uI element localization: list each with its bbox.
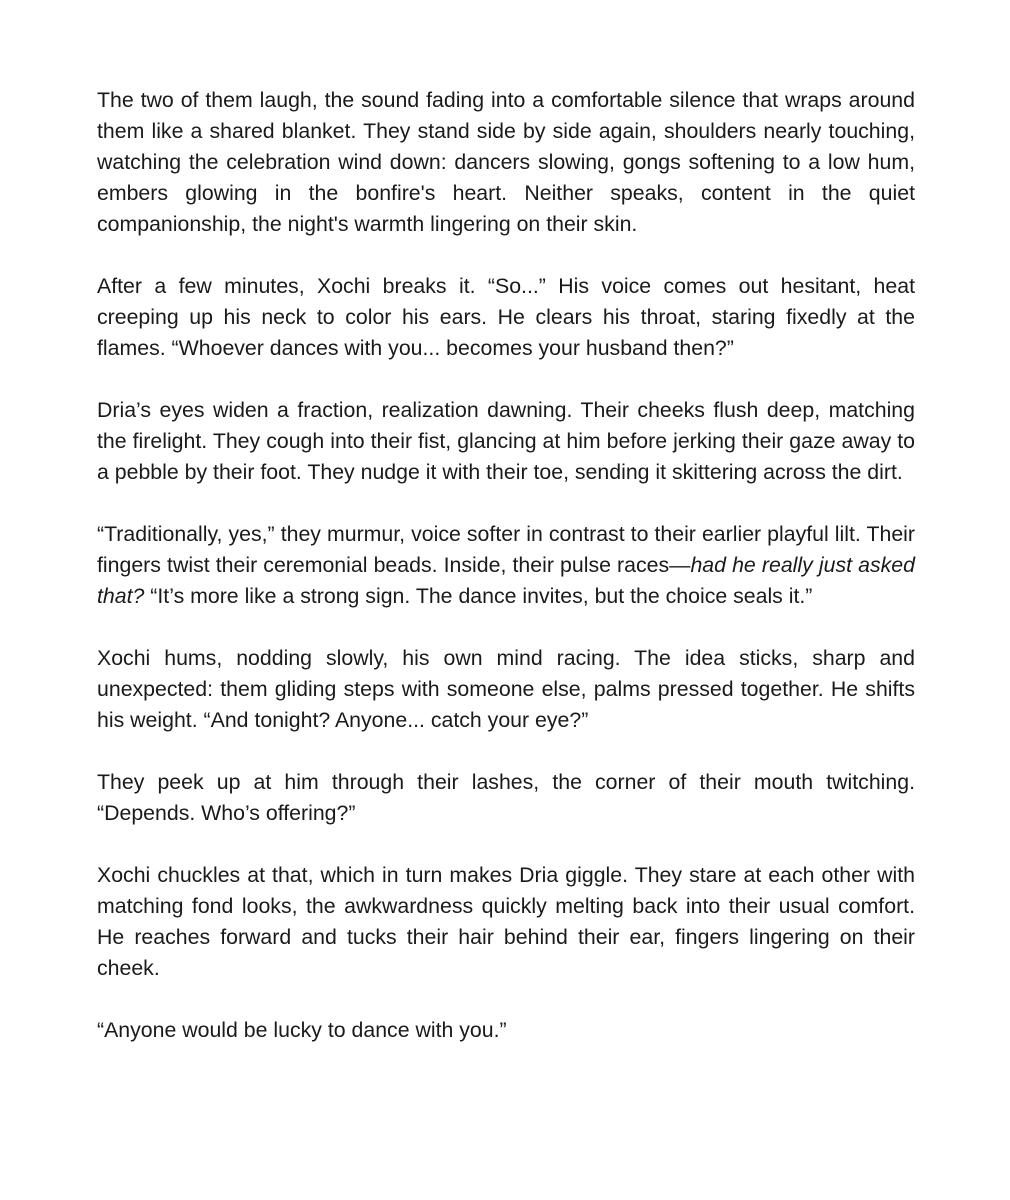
paragraph-4 (97, 519, 915, 612)
paragraph-4-text-before: “Traditionally, yes,” they murmur, voice softer in contrast to their earlier playful lilt. Their fingers twist their ceremonial beads. Inside, their pulse races— (97, 522, 915, 577)
paragraph-6: They peek up at him through their lashes, the corner of their mouth twitching. “Depends. Who’s offering?” (97, 770, 915, 825)
paragraph-1: The two of them laugh, the sound fading into a comfortable silence that wraps around them like a shared blanket. They stand side by side again, shoulders nearly touching, watching the celebration wind down: dancers slowing, gongs softening to a low hum, embers glowing in the bonfire's heart. Neither speaks, content in the quiet companionship, the night's warmth lingering on their skin. (97, 88, 915, 236)
document-body (97, 85, 915, 1046)
paragraph-4-text-after: “It’s more like a strong sign. The dance invites, but the choice seals it.” (144, 584, 813, 608)
paragraph-7: Xochi chuckles at that, which in turn makes Dria giggle. They stare at each other with matching fond looks, the awkwardness quickly melting back into their usual comfort. He reaches forward and tucks their hair behind their ear, fingers lingering on their cheek. (97, 863, 915, 980)
paragraph-3: Dria’s eyes widen a fraction, realization dawning. Their cheeks flush deep, matching the firelight. They cough into their fist, glancing at him before jerking their gaze away to a pebble by their foot. They nudge it with their toe, sending it skittering across the dirt. (97, 398, 915, 484)
paragraph-2: After a few minutes, Xochi breaks it. “So...” His voice comes out hesitant, heat creeping up his neck to color his ears. He clears his throat, staring fixedly at the flames. “Whoever dances with you... becomes your husband then?” (97, 274, 915, 360)
paragraph-5: Xochi hums, nodding slowly, his own mind racing. The idea sticks, sharp and unexpected: them gliding steps with someone else, palms pressed together. He shifts his weight. “And tonight? Anyone... catch your eye?” (97, 646, 915, 732)
paragraph-8: “Anyone would be lucky to dance with you.” (97, 1018, 507, 1042)
paragraph-4-italic-thought: had he really just asked that? (97, 553, 915, 608)
